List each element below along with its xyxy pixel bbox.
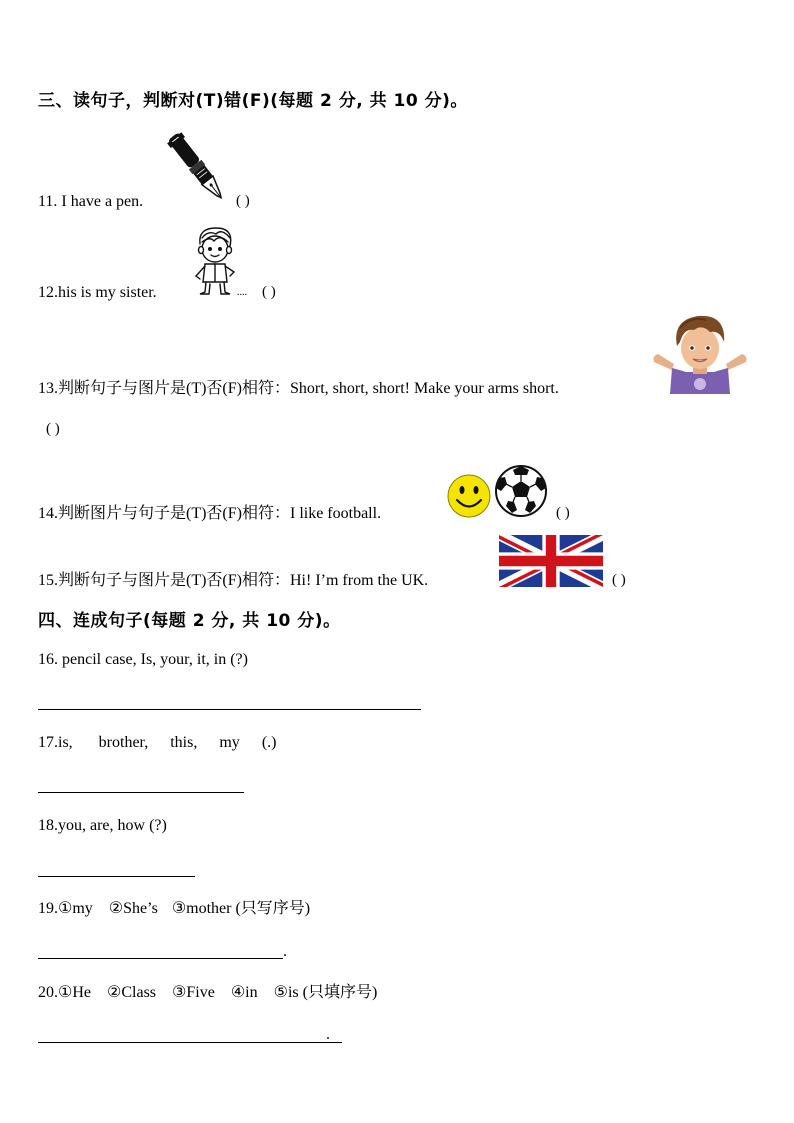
question-14-text: 14.判断图片与句子是(T)否(F)相符：I like football. [38, 505, 382, 522]
question-15-answer-blank[interactable]: ( ) [612, 572, 626, 588]
question-17-word: my [219, 734, 240, 751]
question-16-answer-line[interactable] [38, 709, 421, 710]
question-15-text: 15.判断句子与图片是(T)否(F)相符：Hi! I’m from the UK. [38, 572, 429, 589]
question-16-text: 16. pencil case, Is, your, it, in (?) [38, 651, 248, 668]
section-3-heading: 三、读句子，判断对(T)错(F)(每题 2 分, 共 10 分)。 [38, 91, 468, 111]
question-11-text: 11. I have a pen. [38, 193, 144, 210]
soccer-ball-icon [494, 464, 548, 518]
shrugging-boy-photo [650, 312, 750, 394]
question-17-word: this, [170, 734, 198, 751]
question-19-answer-line[interactable] [38, 958, 283, 959]
question-20-text [38, 983, 377, 1003]
question-14-answer-blank[interactable]: ( ) [556, 505, 570, 521]
question-20-word: 20.①He [38, 984, 91, 1001]
question-19-word: ③mother (只写序号) [171, 900, 311, 917]
question-20-word: ②Class [107, 984, 157, 1001]
question-17-answer-line[interactable] [38, 792, 244, 793]
smiley-face-icon [446, 473, 492, 519]
question-18-answer-line[interactable] [38, 876, 195, 877]
question-13-answer-blank[interactable]: ( ) [46, 421, 60, 437]
question-17-word: (.) [261, 734, 277, 751]
question-12-text: 12.his is my sister. [38, 284, 157, 301]
question-20-word: ③Five [172, 984, 215, 1001]
question-20-answer-line[interactable] [38, 1042, 342, 1043]
uk-flag-icon [499, 535, 603, 587]
question-19-text [38, 899, 310, 919]
question-11-answer-blank[interactable]: ( ) [236, 193, 250, 209]
question-20-word: ⑤is (只填序号) [273, 984, 378, 1001]
question-17-text [38, 733, 276, 753]
question-12-trailing-dots: .... [237, 287, 247, 298]
question-12-answer-blank[interactable]: ( ) [262, 284, 276, 300]
question-19-word: 19.①my [38, 900, 93, 917]
boy-cartoon-icon [190, 224, 242, 298]
question-18-text: 18.you, are, how (?) [38, 817, 167, 834]
question-19-period: . [283, 943, 287, 960]
question-17-word: 17.is, [38, 734, 73, 751]
question-19-word: ②She’s [108, 900, 158, 917]
question-17-word: brother, [98, 734, 149, 751]
fountain-pen-icon [166, 126, 228, 208]
question-20-word: ④in [230, 984, 258, 1001]
section-4-heading: 四、连成句子(每题 2 分, 共 10 分)。 [38, 611, 341, 631]
question-20-period: . [326, 1026, 330, 1043]
question-13-text: 13.判断句子与图片是(T)否(F)相符：Short, short, short! Make your arms short. [38, 380, 559, 397]
